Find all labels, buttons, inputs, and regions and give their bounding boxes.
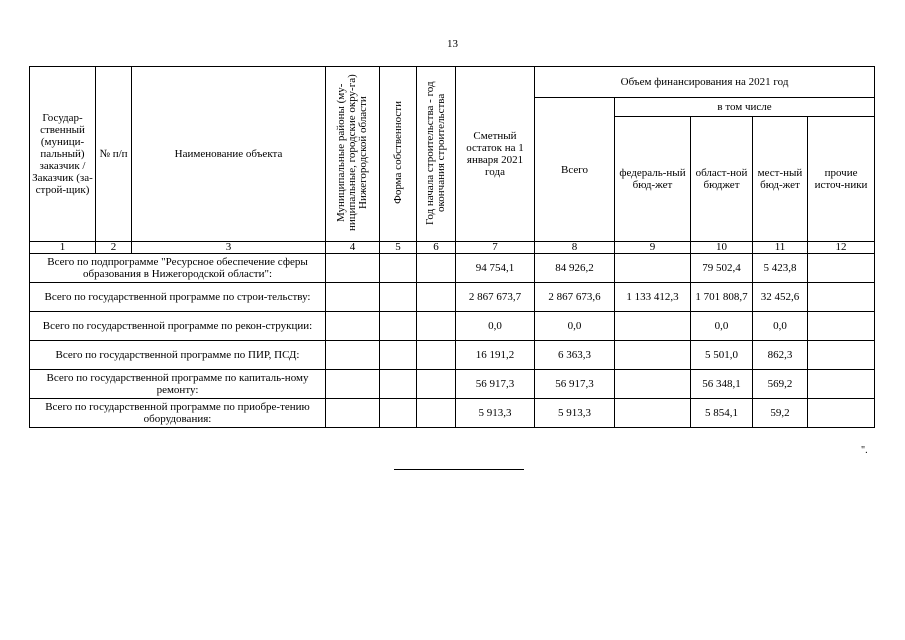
- column-number: 3: [132, 242, 326, 254]
- closing-quote-mark: ".: [861, 445, 868, 456]
- cell-other: [808, 370, 875, 399]
- cell-regional: 56 348,1: [691, 370, 753, 399]
- column-number: 7: [456, 242, 535, 254]
- cell-balance: 2 867 673,7: [456, 283, 535, 312]
- table-row: [30, 283, 875, 312]
- header-federal: федераль-ный бюд-жет: [615, 117, 691, 242]
- cell-federal: [615, 254, 691, 283]
- page-number: 13: [447, 38, 458, 50]
- cell-total: 6 363,3: [535, 341, 615, 370]
- header-other: прочие источ-ники: [808, 117, 875, 242]
- column-number: 4: [326, 242, 380, 254]
- cell-federal: 1 133 412,3: [615, 283, 691, 312]
- row-label: Всего по государственной программе по приобре-тению оборудования:: [30, 399, 326, 428]
- header-including: в том числе: [615, 98, 875, 117]
- end-divider: [394, 469, 524, 470]
- financing-table: [29, 66, 875, 428]
- column-number: 1: [30, 242, 96, 254]
- row-label: Всего по государственной программе по рекон-струкции:: [30, 312, 326, 341]
- header-object-name: Наименование объекта: [132, 67, 326, 242]
- column-number-row: [30, 242, 875, 254]
- header-ownership: Форма собственности: [380, 67, 417, 242]
- column-number: 10: [691, 242, 753, 254]
- cell-other: [808, 341, 875, 370]
- table-row: [30, 370, 875, 399]
- table-row: [30, 341, 875, 370]
- cell-regional: 0,0: [691, 312, 753, 341]
- cell-total: 0,0: [535, 312, 615, 341]
- cell-total: 84 926,2: [535, 254, 615, 283]
- column-number: 9: [615, 242, 691, 254]
- cell-federal: [615, 370, 691, 399]
- cell-other: [808, 254, 875, 283]
- cell-local: 32 452,6: [753, 283, 808, 312]
- cell-regional: 1 701 808,7: [691, 283, 753, 312]
- row-label: Всего по государственной программе по строи-тельству:: [30, 283, 326, 312]
- column-number: 12: [808, 242, 875, 254]
- cell-total: 56 917,3: [535, 370, 615, 399]
- row-label: Всего по государственной программе по капиталь-ному ремонту:: [30, 370, 326, 399]
- column-number: 6: [417, 242, 456, 254]
- table-row: [30, 254, 875, 283]
- header-number: № п/п: [96, 67, 132, 242]
- column-number: 11: [753, 242, 808, 254]
- cell-local: 569,2: [753, 370, 808, 399]
- column-number: 5: [380, 242, 417, 254]
- header-regional: област-ной бюджет: [691, 117, 753, 242]
- header-estimate-balance: Сметный остаток на 1 января 2021 года: [456, 67, 535, 242]
- column-number: 8: [535, 242, 615, 254]
- cell-local: 5 423,8: [753, 254, 808, 283]
- cell-total: 2 867 673,6: [535, 283, 615, 312]
- cell-balance: 5 913,3: [456, 399, 535, 428]
- header-construction-years: Год начала строительства - год окончания строительства: [417, 67, 456, 242]
- table-row: [30, 312, 875, 341]
- cell-balance: 94 754,1: [456, 254, 535, 283]
- cell-local: 862,3: [753, 341, 808, 370]
- header-local: мест-ный бюд-жет: [753, 117, 808, 242]
- cell-balance: 16 191,2: [456, 341, 535, 370]
- header-customer: Государ-ственный (муници-пальный) заказчик / Заказчик (за-строй-щик): [30, 67, 96, 242]
- cell-total: 5 913,3: [535, 399, 615, 428]
- cell-regional: 5 854,1: [691, 399, 753, 428]
- row-label: Всего по государственной программе по ПИР, ПСД:: [30, 341, 326, 370]
- table-row: [30, 399, 875, 428]
- cell-regional: 5 501,0: [691, 341, 753, 370]
- cell-federal: [615, 341, 691, 370]
- cell-other: [808, 399, 875, 428]
- header-funding: Объем финансирования на 2021 год: [535, 67, 875, 98]
- cell-federal: [615, 399, 691, 428]
- row-label: Всего по подпрограмме "Ресурсное обеспечение сферы образования в Нижегородской области":: [30, 254, 326, 283]
- cell-balance: 0,0: [456, 312, 535, 341]
- cell-balance: 56 917,3: [456, 370, 535, 399]
- cell-other: [808, 283, 875, 312]
- cell-local: 0,0: [753, 312, 808, 341]
- header-municipality: Муниципальные районы (му-ниципальные, городские окру-га) Нижегородской области: [326, 67, 380, 242]
- cell-local: 59,2: [753, 399, 808, 428]
- cell-other: [808, 312, 875, 341]
- cell-regional: 79 502,4: [691, 254, 753, 283]
- header-total: Всего: [535, 98, 615, 242]
- cell-federal: [615, 312, 691, 341]
- column-number: 2: [96, 242, 132, 254]
